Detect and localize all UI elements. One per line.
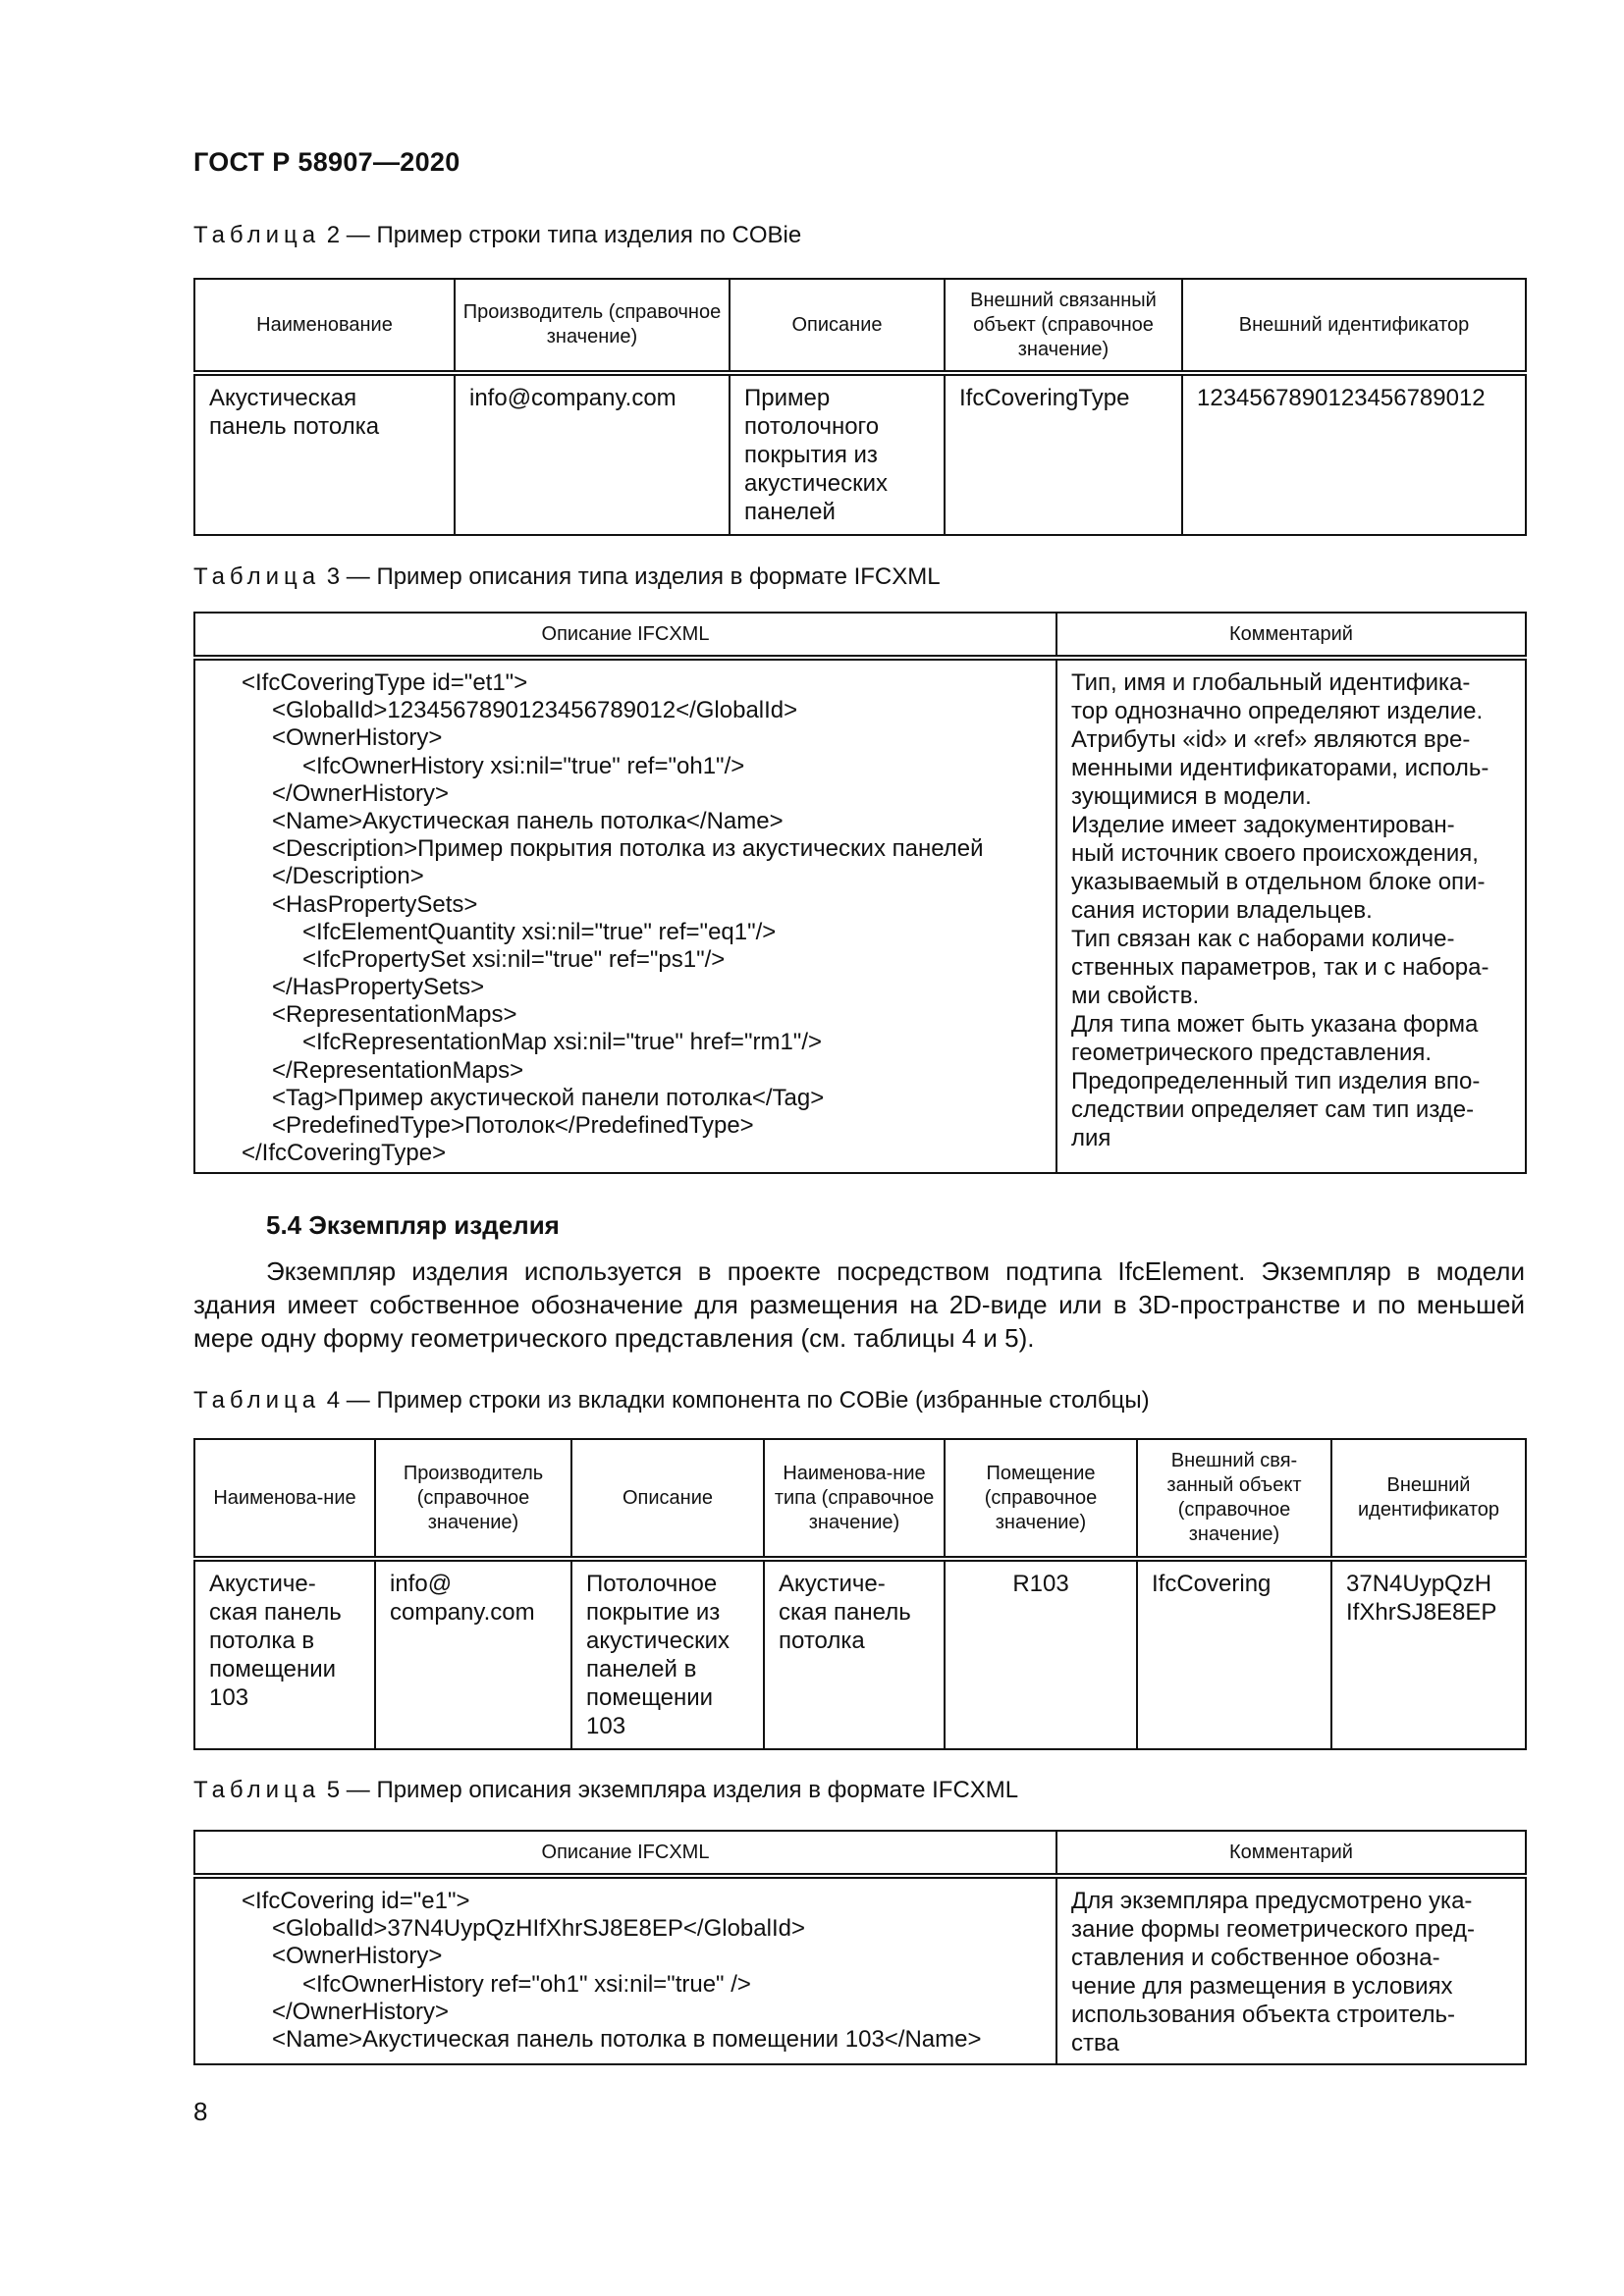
xml-line: <HasPropertySets>	[272, 890, 478, 918]
table-row	[194, 1559, 1526, 1749]
xml-line: </HasPropertySets>	[272, 974, 485, 1001]
xml-line: <IfcCovering id="e1">	[242, 1888, 470, 1914]
xml-line: <OwnerHistory>	[272, 1943, 443, 1970]
xml-line: </OwnerHistory>	[272, 779, 450, 807]
xml-line: <RepresentationMaps>	[272, 1001, 517, 1029]
section-paragraph-text: Экземпляр изделия используется в проекте посредством подтипа IfcElement. Экземпляр в модели здания имеет собственное обозначение для размещения на 2D-виде или в 3D-пространстве и по меньшей мере одну форму геометрического представления (см. таблицы 4 и 5).	[193, 1256, 1525, 1353]
comment-line: Для экземпляра предусмотрено ука-	[1071, 1888, 1473, 1914]
comment-line: тор однозначно определяют изделие.	[1071, 698, 1484, 724]
table2-header-row	[194, 279, 1526, 373]
comment-line: ми свойств.	[1071, 983, 1200, 1009]
table4-cell: Акустиче-ская панель потолка	[764, 1559, 945, 1749]
table4-header-cell: Внешний идентификатор	[1331, 1439, 1526, 1559]
section-paragraph	[193, 1255, 1525, 1355]
comment-line: Тип связан как с наборами количе-	[1071, 926, 1455, 952]
table2-caption-text: 2 — Пример строки типа изделия по COBie	[320, 222, 802, 248]
xml-line: </Description>	[272, 863, 424, 890]
comment-line: Предопределенный тип изделия впо-	[1071, 1068, 1481, 1095]
xml-line: <IfcRepresentationMap xsi:nil="true" href="rm1"/>	[302, 1029, 822, 1056]
table2-cell: Акустическая панель потолка	[194, 373, 455, 535]
table4-cell: Акустиче-ская панель потолка в помещении 103	[194, 1559, 375, 1749]
xml-line: <Tag>Пример акустической панели потолка</Tag>	[272, 1084, 825, 1111]
table3-xml-cell	[194, 658, 1056, 1173]
comment-line: лия	[1071, 1125, 1111, 1151]
comment-line: зание формы геометрического пред-	[1071, 1916, 1475, 1943]
table4-cell: info@ company.com	[375, 1559, 571, 1749]
table4-cell: R103	[945, 1559, 1137, 1749]
xml-line: <IfcCoveringType id="et1">	[242, 669, 528, 696]
table2-cell: 1234567890123456789012	[1182, 373, 1526, 535]
table3	[193, 612, 1527, 1174]
xml-line: </OwnerHistory>	[272, 1998, 450, 2025]
section-title: 5.4 Экземпляр изделия	[266, 1210, 560, 1240]
table4-header-cell: Помещение (справочное значение)	[945, 1439, 1137, 1559]
comment-line: ства	[1071, 2030, 1119, 2056]
table3-caption	[193, 563, 941, 591]
table5-caption-word: Таблица	[193, 1777, 321, 1803]
table5-xml-cell	[194, 1876, 1056, 2064]
comment-line: чение для размещения в условиях	[1071, 1973, 1453, 2000]
table2-header-cell: Внешний идентификатор	[1182, 279, 1526, 373]
comment-line: сания истории владельцев.	[1071, 897, 1373, 924]
comment-line: использования объекта строитель-	[1071, 2002, 1455, 2028]
table4-cell: Потолочное покрытие из акустических панелей в помещении 103	[571, 1559, 764, 1749]
comment-line: Атрибуты «id» и «ref» являются вре-	[1071, 726, 1471, 753]
table3-header-cell: Описание IFCXML	[194, 613, 1056, 658]
table3-header-row	[194, 613, 1526, 658]
xml-line: </IfcCoveringType>	[242, 1140, 447, 1167]
xml-line: </RepresentationMaps>	[272, 1056, 524, 1084]
xml-line: <GlobalId>37N4UypQzHIfXhrSJ8E8EP</GlobalId>	[272, 1915, 805, 1943]
table4-header-cell: Наименова-ние типа (справочное значение)	[764, 1439, 945, 1559]
table4-header-cell: Производитель (справочное значение)	[375, 1439, 571, 1559]
table4-cell: IfcCovering	[1137, 1559, 1331, 1749]
xml-line: <IfcOwnerHistory ref="oh1" xsi:nil="true" />	[302, 1970, 751, 1998]
table2-header-cell: Наименование	[194, 279, 455, 373]
table5	[193, 1830, 1527, 2065]
table2-caption-word: Таблица	[193, 222, 321, 248]
table2-header-cell: Внешний связанный объект (справочное значение)	[945, 279, 1182, 373]
table5-header-cell: Комментарий	[1056, 1831, 1526, 1876]
table-row	[194, 373, 1526, 535]
table2-header-cell: Производитель (справочное значение)	[455, 279, 730, 373]
xml-line: <Name>Акустическая панель потолка в помещении 103</Name>	[272, 2025, 982, 2053]
table2-cell: info@company.com	[455, 373, 730, 535]
comment-line: менными идентификаторами, исполь-	[1071, 755, 1489, 781]
comment-line: зующимися в модели.	[1071, 783, 1312, 810]
comment-line: геометрического представления.	[1071, 1040, 1433, 1066]
document-header: ГОСТ Р 58907—2020	[193, 147, 460, 177]
table4-cell: 37N4UypQzH IfXhrSJ8E8EP	[1331, 1559, 1526, 1749]
table-row	[194, 1876, 1526, 2064]
xml-line: <Name>Акустическая панель потолка</Name>	[272, 807, 784, 834]
table4-header-cell: Наименова-ние	[194, 1439, 375, 1559]
table2-header-cell: Описание	[730, 279, 945, 373]
table5-caption-text: 5 — Пример описания экземпляра изделия в формате IFCXML	[320, 1777, 1019, 1803]
table5-comment-cell	[1056, 1876, 1526, 2064]
comment-line: Изделие имеет задокументирован-	[1071, 812, 1455, 838]
comment-line: указываемый в отдельном блоке опи-	[1071, 869, 1486, 895]
xml-line: <IfcElementQuantity xsi:nil="true" ref="eq1"/>	[302, 918, 777, 945]
table2	[193, 278, 1527, 536]
table3-comment-cell	[1056, 658, 1526, 1173]
table2-cell: IfcCoveringType	[945, 373, 1182, 535]
xml-line: <OwnerHistory>	[272, 724, 443, 752]
comment-line: ственных параметров, так и с набора-	[1071, 954, 1489, 981]
comment-line: Тип, имя и глобальный идентифика-	[1071, 669, 1471, 696]
comment-line: ный источник своего происхождения,	[1071, 840, 1479, 867]
comment-line: Для типа может быть указана форма	[1071, 1011, 1479, 1038]
page-number: 8	[193, 2097, 208, 2126]
table2-cell: Пример потолочного покрытия из акустических панелей	[730, 373, 945, 535]
xml-line: <Description>Пример покрытия потолка из акустических панелей	[272, 835, 984, 863]
table2-caption	[193, 222, 801, 249]
table4-header-cell: Описание	[571, 1439, 764, 1559]
table4-header-cell: Внешний свя-занный объект (справочное значение)	[1137, 1439, 1331, 1559]
table4-caption	[193, 1387, 1150, 1415]
xml-line: <PredefinedType>Потолок</PredefinedType>	[272, 1112, 754, 1139]
xml-line: <IfcPropertySet xsi:nil="true" ref="ps1"/>	[302, 945, 726, 973]
table5-caption	[193, 1777, 1018, 1804]
xml-line: <GlobalId>1234567890123456789012</GlobalId>	[272, 697, 798, 724]
table3-caption-word: Таблица	[193, 563, 321, 590]
table4-caption-text: 4 — Пример строки из вкладки компонента по COBie (избранные столбцы)	[320, 1387, 1150, 1414]
table5-header-row	[194, 1831, 1526, 1876]
table3-header-cell: Комментарий	[1056, 613, 1526, 658]
table4-caption-word: Таблица	[193, 1387, 321, 1414]
table3-caption-text: 3 — Пример описания типа изделия в формате IFCXML	[320, 563, 941, 590]
table-row	[194, 658, 1526, 1173]
table5-header-cell: Описание IFCXML	[194, 1831, 1056, 1876]
comment-line: ставления и собственное обозна-	[1071, 1945, 1440, 1971]
table4-header-row	[194, 1439, 1526, 1559]
xml-line: <IfcOwnerHistory xsi:nil="true" ref="oh1"/>	[302, 752, 745, 779]
comment-line: следствии определяет сам тип изде-	[1071, 1096, 1475, 1123]
table4	[193, 1438, 1527, 1750]
